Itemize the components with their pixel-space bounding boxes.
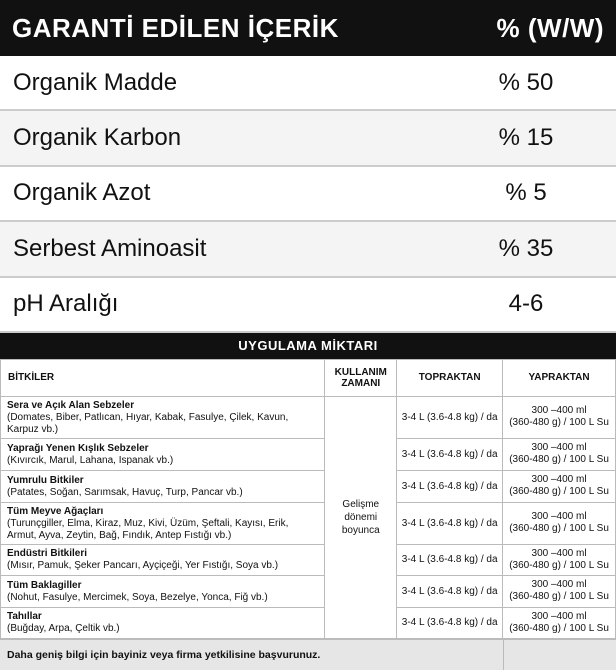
guarantee-value: 4-6: [508, 290, 544, 318]
usage-time-line: Gelişme: [342, 498, 380, 510]
usage-table: [0, 359, 616, 639]
guarantee-header-unit: % (W/W): [496, 12, 604, 43]
leaf-dose-line: 300 –400 ml: [531, 579, 587, 591]
guarantee-table: [0, 56, 616, 333]
soil-dose: 3-4 L (3.6-4.8 kg) / da: [397, 502, 503, 544]
info-note: [0, 639, 616, 670]
plant-desc: (Patates, Soğan, Sarımsak, Havuç, Turp, Pancar vb.): [7, 486, 243, 498]
leaf-dose-line: (360-480 g) / 100 L Su: [509, 591, 609, 603]
guarantee-name: Organik Azot: [13, 179, 151, 207]
leaf-dose-line: (360-480 g) / 100 L Su: [509, 622, 609, 634]
table-row: [1, 470, 616, 502]
guarantee-row: [0, 56, 616, 111]
table-row: [1, 438, 616, 470]
leaf-dose-line: 300 –400 ml: [531, 511, 587, 523]
col-time-header-line: ZAMANI: [341, 377, 381, 389]
usage-time-line: boyunca: [341, 524, 380, 536]
usage-time-line: dönemi: [344, 511, 378, 523]
plant-desc: (Buğday, Arpa, Çeltik vb.): [7, 623, 120, 635]
plant-desc: (Kıvırcık, Marul, Lahana, Ispanak vb.): [7, 454, 174, 466]
leaf-dose: [503, 607, 616, 638]
leaf-dose-line: (360-480 g) / 100 L Su: [509, 559, 609, 571]
plant-cell: [1, 470, 325, 502]
leaf-dose: [503, 470, 616, 502]
table-row: [1, 544, 616, 575]
info-note-empty-cell: [504, 640, 616, 670]
col-time-header: [325, 359, 397, 396]
leaf-dose-line: (360-480 g) / 100 L Su: [509, 454, 609, 466]
plant-desc: (Domates, Biber, Patlıcan, Hıyar, Kabak, Fasulye, Çilek, Kavun, Karpuz vb.): [7, 411, 289, 435]
plant-title: Tahıllar: [7, 611, 42, 623]
info-note-text: Daha geniş bilgi için bayiniz veya firma yetkilisine başvurunuz.: [0, 640, 504, 670]
plant-title: Sera ve Açık Alan Sebzeler: [7, 399, 135, 411]
plant-cell: [1, 502, 325, 544]
plant-cell: [1, 544, 325, 575]
table-row: [1, 607, 616, 638]
leaf-dose: [503, 575, 616, 607]
leaf-dose: [503, 544, 616, 575]
guarantee-row: [0, 278, 616, 333]
soil-dose: 3-4 L (3.6-4.8 kg) / da: [397, 544, 503, 575]
col-time-header-line: KULLANIM: [334, 366, 387, 378]
plant-cell: [1, 396, 325, 438]
guarantee-value: % 5: [505, 179, 547, 207]
plant-desc: (Nohut, Fasulye, Mercimek, Soya, Bezelye, Yonca, Fiğ vb.): [7, 591, 268, 603]
usage-time-cell: [325, 396, 397, 638]
plant-title: Tüm Meyve Ağaçları: [7, 505, 104, 517]
leaf-dose-line: 300 –400 ml: [531, 610, 587, 622]
guarantee-name: Organik Madde: [13, 68, 178, 96]
plant-desc: (Turunçgiller, Elma, Kiraz, Muz, Kivi, Üzüm, Şeftali, Kayısı, Erik, Armut, Ayva, Zeytin, Bağ, Fındık, Antep Fıstığı vb.): [7, 517, 289, 541]
guarantee-row: [0, 111, 616, 166]
plant-title: Tüm Baklagiller: [7, 579, 82, 591]
plant-cell: [1, 575, 325, 607]
guarantee-value: % 15: [498, 124, 554, 152]
plant-title: Endüstri Bitkileri: [7, 548, 88, 560]
guarantee-name: pH Aralığı: [13, 290, 119, 318]
leaf-dose-line: 300 –400 ml: [531, 474, 587, 486]
soil-dose: 3-4 L (3.6-4.8 kg) / da: [397, 470, 503, 502]
plant-desc: (Mısır, Pamuk, Şeker Pancarı, Ayçiçeği, Yer Fıstığı, Soya vb.): [7, 560, 279, 572]
guarantee-row: [0, 167, 616, 222]
guarantee-row: [0, 222, 616, 277]
col-plants-header: BİTKİLER: [1, 359, 325, 396]
guarantee-value: % 35: [498, 234, 554, 262]
leaf-dose: [503, 502, 616, 544]
leaf-dose-line: (360-480 g) / 100 L Su: [509, 486, 609, 498]
leaf-dose-line: 300 –400 ml: [531, 442, 587, 454]
leaf-dose-line: (360-480 g) / 100 L Su: [509, 523, 609, 535]
soil-dose: 3-4 L (3.6-4.8 kg) / da: [397, 438, 503, 470]
leaf-dose: [503, 396, 616, 438]
table-row: [1, 575, 616, 607]
guarantee-header-title: GARANTİ EDİLEN İÇERİK: [12, 12, 339, 43]
usage-title: UYGULAMA MİKTARI: [0, 333, 616, 359]
col-leaf-header: YAPRAKTAN: [503, 359, 616, 396]
plant-cell: [1, 438, 325, 470]
soil-dose: 3-4 L (3.6-4.8 kg) / da: [397, 575, 503, 607]
table-row: [1, 502, 616, 544]
leaf-dose-line: 300 –400 ml: [531, 547, 587, 559]
guarantee-name: Organik Karbon: [13, 124, 182, 152]
guarantee-value: % 50: [498, 68, 554, 96]
leaf-dose-line: (360-480 g) / 100 L Su: [509, 417, 609, 429]
soil-dose: 3-4 L (3.6-4.8 kg) / da: [397, 396, 503, 438]
soil-dose: 3-4 L (3.6-4.8 kg) / da: [397, 607, 503, 638]
col-soil-header: TOPRAKTAN: [397, 359, 503, 396]
plant-title: Yumrulu Bitkiler: [7, 474, 84, 486]
plant-cell: [1, 607, 325, 638]
table-row: [1, 396, 616, 438]
leaf-dose-line: 300 –400 ml: [531, 405, 587, 417]
guarantee-name: Serbest Aminoasit: [13, 234, 207, 262]
guarantee-header: [0, 0, 616, 56]
usage-header-row: [1, 359, 616, 396]
plant-title: Yaprağı Yenen Kışlık Sebzeler: [7, 442, 149, 454]
leaf-dose: [503, 438, 616, 470]
